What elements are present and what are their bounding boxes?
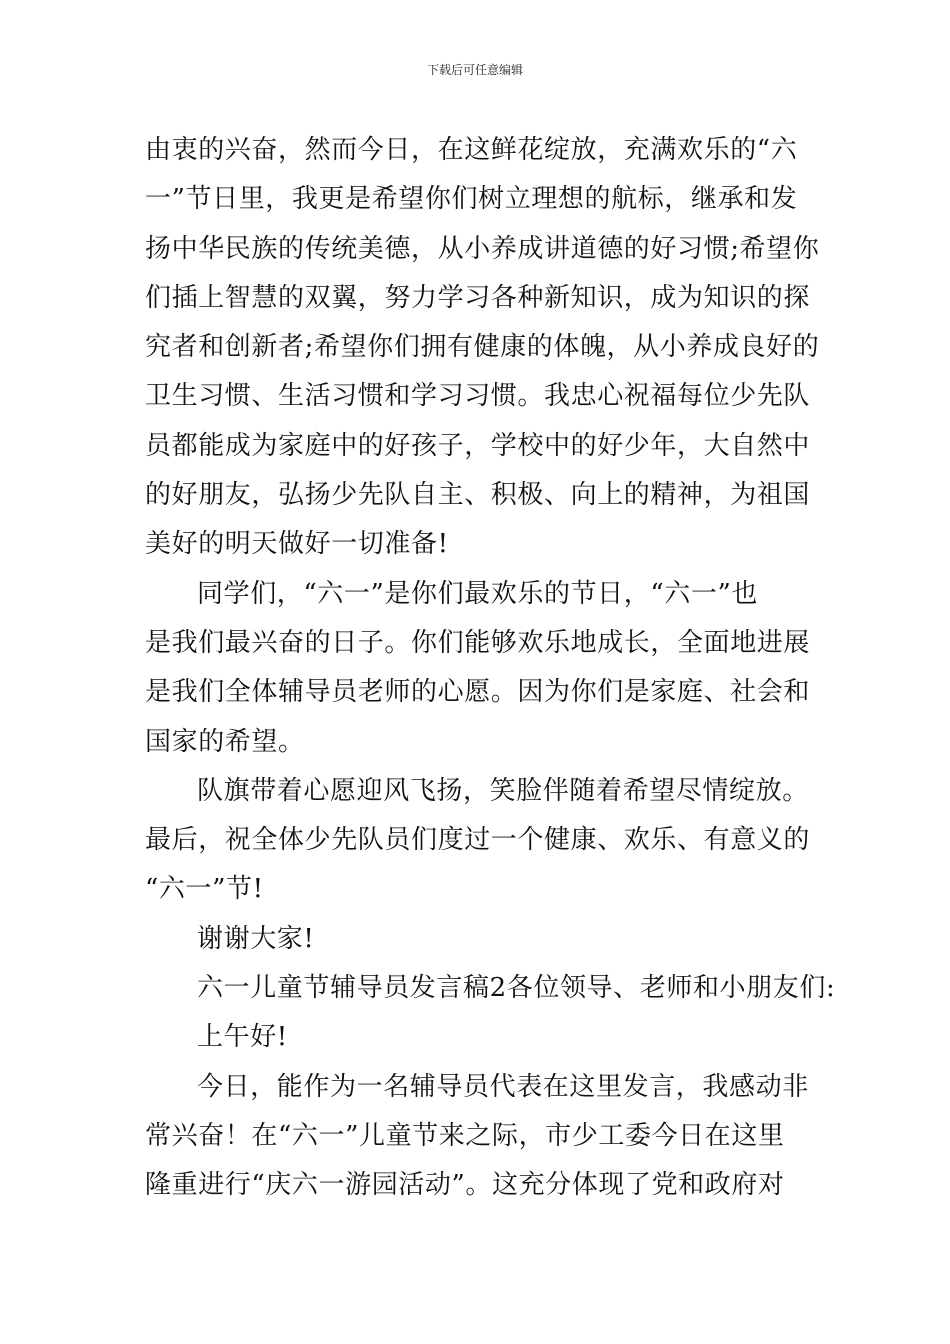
text-line: 六一儿童节辅导员发言稿2各位领导、老师和小朋友们: xyxy=(197,973,836,1004)
text-line: 是我们全体辅导员老师的心愿。因为你们是家庭、社会和 xyxy=(145,677,811,708)
text-line: 卫生习惯、生活习惯和学习习惯。我忠心祝福每位少先队 xyxy=(145,381,811,412)
text-line: 常兴奋！在“六一”儿童节来之际，市少工委今日在这里 xyxy=(145,1120,785,1151)
text-line: 谢谢大家! xyxy=(197,923,315,954)
text-line: 上午好! xyxy=(197,1022,288,1053)
text-line: 员都能成为家庭中的好孩子，学校中的好少年，大自然中 xyxy=(145,430,811,461)
text-line: 今日，能作为一名辅导员代表在这里发言，我感动非 xyxy=(197,1071,809,1102)
text-line: “六一”节! xyxy=(145,874,264,905)
text-line: 们插上智慧的双翼，努力学习各种新知识，成为知识的探 xyxy=(145,282,811,313)
text-line: 隆重进行“庆六一游园活动”。这充分体现了党和政府对 xyxy=(145,1170,785,1201)
text-line: 是我们最兴奋的日子。你们能够欢乐地成长，全面地进展 xyxy=(145,627,811,658)
text-line: 国家的希望。 xyxy=(145,726,305,757)
page-header-note: 下载后可任意编辑 xyxy=(426,63,523,77)
text-line: 最后，祝全体少先队员们度过一个健康、欢乐、有意义的 xyxy=(145,825,811,856)
text-line: 同学们，“六一”是你们最欢乐的节日，“六一”也 xyxy=(197,578,758,609)
text-line: 由衷的兴奋，然而今日，在这鲜花绽放，充满欢乐的“六 xyxy=(145,135,798,165)
text-line: 美好的明天做好一切准备! xyxy=(145,529,449,560)
document-body xyxy=(145,126,836,1211)
text-line: 队旗带着心愿迎风飞扬，笑脸伴随着希望尽情绽放。 xyxy=(197,775,809,806)
text-line: 究者和创新者;希望你们拥有健康的体魄，从小养成良好的 xyxy=(145,332,820,363)
text-line: 一”节日里，我更是希望你们树立理想的航标，继承和发 xyxy=(145,184,798,215)
text-line: 扬中华民族的传统美德，从小养成讲道德的好习惯;希望你 xyxy=(145,233,820,264)
text-line: 的好朋友，弘扬少先队自主、积极、向上的精神，为祖国 xyxy=(145,480,811,511)
